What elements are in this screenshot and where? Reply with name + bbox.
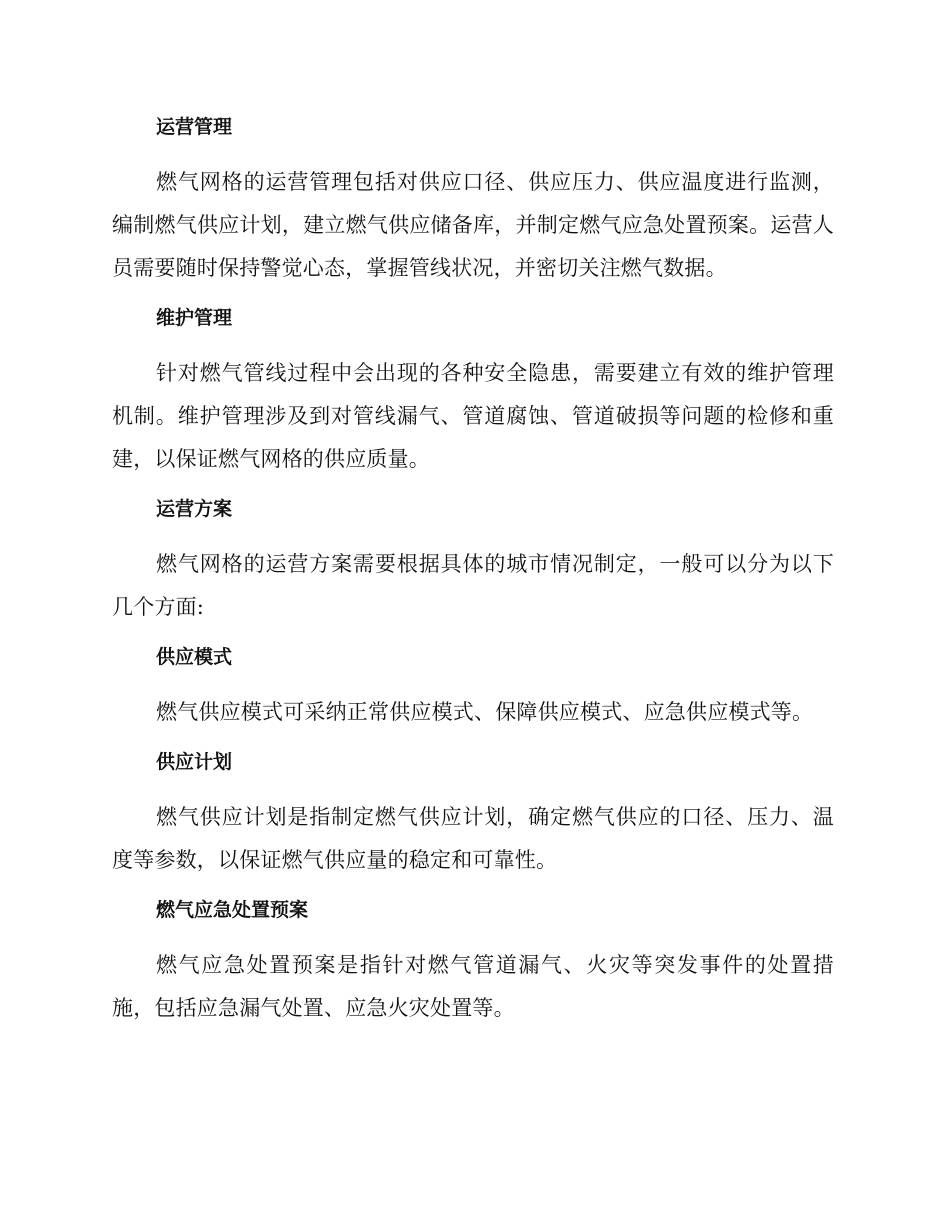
section-paragraph: 针对燃气管线过程中会出现的各种安全隐患，需要建立有效的维护管理机制。维护管理涉及到对管线漏气、管道腐蚀、管道破损等问题的检修和重建，以保证燃气网格的供应质量。 [112, 361, 834, 471]
section-supply-plan [112, 744, 834, 882]
section-operations-plan [112, 491, 834, 629]
section-heading: 维护管理 [156, 307, 233, 329]
section-maintenance-management [112, 300, 834, 481]
section-emergency-plan [112, 892, 834, 1030]
section-heading: 运营管理 [156, 116, 233, 138]
section-paragraph: 燃气应急处置预案是指针对燃气管道漏气、火灾等突发事件的处置措施，包括应急漏气处置、应急火灾处置等。 [112, 953, 834, 1020]
section-paragraph: 燃气网格的运营管理包括对供应口径、供应压力、供应温度进行监测，编制燃气供应计划，建立燃气供应储备库，并制定燃气应急处置预案。运营人员需要随时保持警觉心态，掌握管线状况，并密切关注燃气数据。 [112, 170, 834, 280]
section-paragraph: 燃气网格的运营方案需要根据具体的城市情况制定，一般可以分为以下几个方面: [112, 552, 834, 619]
section-heading: 供应模式 [156, 646, 233, 668]
section-heading: 供应计划 [156, 751, 233, 773]
section-paragraph: 燃气供应计划是指制定燃气供应计划，确定燃气供应的口径、压力、温度等参数，以保证燃气供应量的稳定和可靠性。 [112, 805, 834, 872]
section-heading: 燃气应急处置预案 [156, 899, 309, 921]
section-operations-management [112, 109, 834, 290]
section-supply-mode [112, 639, 834, 734]
section-paragraph: 燃气供应模式可采纳正常供应模式、保障供应模式、应急供应模式等。 [156, 700, 814, 724]
document-page [112, 109, 834, 1040]
section-heading: 运营方案 [156, 498, 233, 520]
